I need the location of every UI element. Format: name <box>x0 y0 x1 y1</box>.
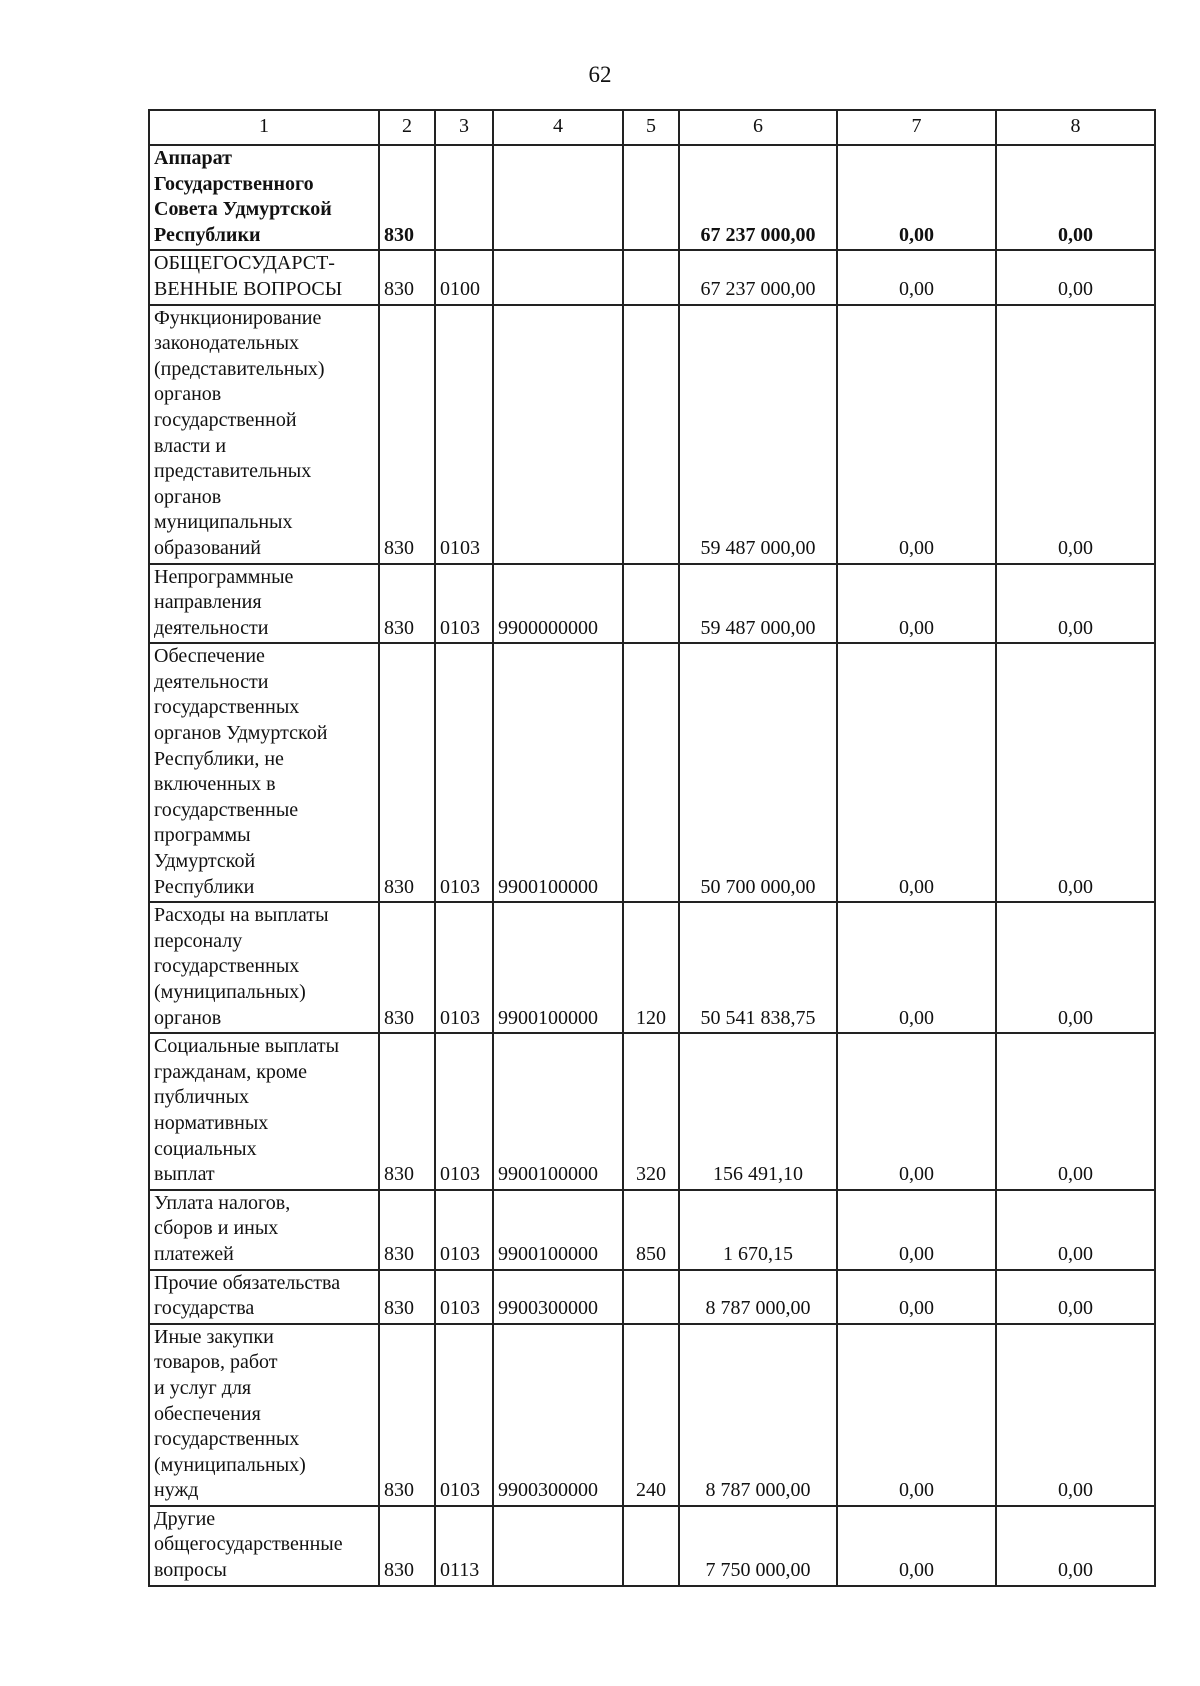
table-row <box>149 1270 1155 1324</box>
table-row <box>149 643 1155 902</box>
row-amount-cell: 50 541 838,75 <box>679 902 837 1033</box>
row-section-cell: 0103 <box>435 1270 493 1324</box>
header-row <box>149 110 1155 145</box>
row-expense-type-cell <box>623 1270 679 1324</box>
row-expense-type-cell <box>623 643 679 902</box>
row-expense-type-cell <box>623 564 679 644</box>
row-name-cell: Социальные выплаты гражданам, кроме публичных нормативных социальных выплат <box>149 1033 379 1190</box>
row-target-cell: 9900100000 <box>493 1033 623 1190</box>
table-row <box>149 1324 1155 1506</box>
row-amount-7-cell: 0,00 <box>837 1324 996 1506</box>
row-expense-type-cell: 320 <box>623 1033 679 1190</box>
row-amount-8-cell: 0,00 <box>996 564 1155 644</box>
row-code-cell: 830 <box>379 1270 435 1324</box>
row-amount-8-cell: 0,00 <box>996 1033 1155 1190</box>
row-section-cell: 0103 <box>435 564 493 644</box>
row-amount-7-cell: 0,00 <box>837 250 996 304</box>
row-target-cell: 9900100000 <box>493 1190 623 1270</box>
row-name-cell: Расходы на выплаты персоналу государственных (муниципальных) органов <box>149 902 379 1033</box>
row-target-cell: 9900300000 <box>493 1324 623 1506</box>
table-row <box>149 564 1155 644</box>
column-header-5: 5 <box>623 110 679 145</box>
row-code-cell: 830 <box>379 1033 435 1190</box>
row-amount-8-cell: 0,00 <box>996 902 1155 1033</box>
row-amount-cell: 8 787 000,00 <box>679 1270 837 1324</box>
row-code-cell: 830 <box>379 643 435 902</box>
row-amount-7-cell: 0,00 <box>837 643 996 902</box>
row-name-cell: Другие общегосударственные вопросы <box>149 1506 379 1586</box>
row-amount-cell: 59 487 000,00 <box>679 564 837 644</box>
row-code-cell: 830 <box>379 902 435 1033</box>
row-name-cell: Функционирование законодательных (представительных) органов государственной власти и представительных органов муниципальных образований <box>149 305 379 564</box>
row-code-cell: 830 <box>379 305 435 564</box>
row-amount-8-cell: 0,00 <box>996 1190 1155 1270</box>
row-amount-cell: 1 670,15 <box>679 1190 837 1270</box>
row-target-cell: 9900300000 <box>493 1270 623 1324</box>
row-expense-type-cell: 120 <box>623 902 679 1033</box>
row-amount-7-cell: 0,00 <box>837 145 996 250</box>
column-header-6: 6 <box>679 110 837 145</box>
row-amount-cell: 67 237 000,00 <box>679 250 837 304</box>
row-expense-type-cell <box>623 250 679 304</box>
table-row <box>149 145 1155 250</box>
row-amount-8-cell: 0,00 <box>996 250 1155 304</box>
row-section-cell: 0103 <box>435 1033 493 1190</box>
row-amount-7-cell: 0,00 <box>837 1190 996 1270</box>
row-amount-7-cell: 0,00 <box>837 1506 996 1586</box>
row-section-cell: 0100 <box>435 250 493 304</box>
table-body <box>149 145 1155 1586</box>
row-amount-7-cell: 0,00 <box>837 1270 996 1324</box>
row-code-cell: 830 <box>379 145 435 250</box>
row-target-cell: 9900100000 <box>493 643 623 902</box>
row-code-cell: 830 <box>379 564 435 644</box>
row-name-cell: Непрограммные направления деятельности <box>149 564 379 644</box>
row-section-cell: 0103 <box>435 643 493 902</box>
row-name-cell: ОБЩЕГОСУДАРСТ- ВЕННЫЕ ВОПРОСЫ <box>149 250 379 304</box>
row-amount-cell: 8 787 000,00 <box>679 1324 837 1506</box>
row-section-cell: 0103 <box>435 305 493 564</box>
row-target-cell <box>493 250 623 304</box>
row-section-cell: 0113 <box>435 1506 493 1586</box>
column-header-1: 1 <box>149 110 379 145</box>
row-amount-8-cell: 0,00 <box>996 1324 1155 1506</box>
row-expense-type-cell: 240 <box>623 1324 679 1506</box>
row-target-cell: 9900100000 <box>493 902 623 1033</box>
page-number: 62 <box>588 62 612 87</box>
row-code-cell: 830 <box>379 250 435 304</box>
table-row <box>149 902 1155 1033</box>
row-amount-7-cell: 0,00 <box>837 1033 996 1190</box>
column-header-7: 7 <box>837 110 996 145</box>
row-amount-cell: 59 487 000,00 <box>679 305 837 564</box>
row-name-cell: Аппарат Государственного Совета Удмуртской Республики <box>149 145 379 250</box>
row-amount-8-cell: 0,00 <box>996 1506 1155 1586</box>
row-amount-cell: 50 700 000,00 <box>679 643 837 902</box>
row-name-cell: Уплата налогов, сборов и иных платежей <box>149 1190 379 1270</box>
table-row <box>149 305 1155 564</box>
row-amount-7-cell: 0,00 <box>837 305 996 564</box>
row-target-cell <box>493 1506 623 1586</box>
row-target-cell <box>493 305 623 564</box>
row-expense-type-cell <box>623 145 679 250</box>
table-row <box>149 250 1155 304</box>
row-amount-8-cell: 0,00 <box>996 643 1155 902</box>
row-amount-cell: 67 237 000,00 <box>679 145 837 250</box>
row-expense-type-cell: 850 <box>623 1190 679 1270</box>
row-section-cell <box>435 145 493 250</box>
row-target-cell: 9900000000 <box>493 564 623 644</box>
row-amount-8-cell: 0,00 <box>996 305 1155 564</box>
row-code-cell: 830 <box>379 1324 435 1506</box>
row-name-cell: Иные закупки товаров, работ и услуг для обеспечения государственных (муниципальных) нужд <box>149 1324 379 1506</box>
row-section-cell: 0103 <box>435 1324 493 1506</box>
column-header-4: 4 <box>493 110 623 145</box>
row-name-cell: Прочие обязательства государства <box>149 1270 379 1324</box>
row-expense-type-cell <box>623 305 679 564</box>
row-expense-type-cell <box>623 1506 679 1586</box>
table-row <box>149 1033 1155 1190</box>
table-row <box>149 1506 1155 1586</box>
row-amount-8-cell: 0,00 <box>996 1270 1155 1324</box>
row-name-cell: Обеспечение деятельности государственных органов Удмуртской Республики, не включенных в государственные программы Удмуртской Республики <box>149 643 379 902</box>
row-amount-7-cell: 0,00 <box>837 902 996 1033</box>
column-header-8: 8 <box>996 110 1155 145</box>
row-target-cell <box>493 145 623 250</box>
row-amount-8-cell: 0,00 <box>996 145 1155 250</box>
row-code-cell: 830 <box>379 1190 435 1270</box>
row-amount-cell: 156 491,10 <box>679 1033 837 1190</box>
table-row <box>149 1190 1155 1270</box>
row-section-cell: 0103 <box>435 902 493 1033</box>
row-code-cell: 830 <box>379 1506 435 1586</box>
budget-table <box>148 109 1156 1587</box>
column-header-3: 3 <box>435 110 493 145</box>
column-header-2: 2 <box>379 110 435 145</box>
row-amount-cell: 7 750 000,00 <box>679 1506 837 1586</box>
row-amount-7-cell: 0,00 <box>837 564 996 644</box>
row-section-cell: 0103 <box>435 1190 493 1270</box>
